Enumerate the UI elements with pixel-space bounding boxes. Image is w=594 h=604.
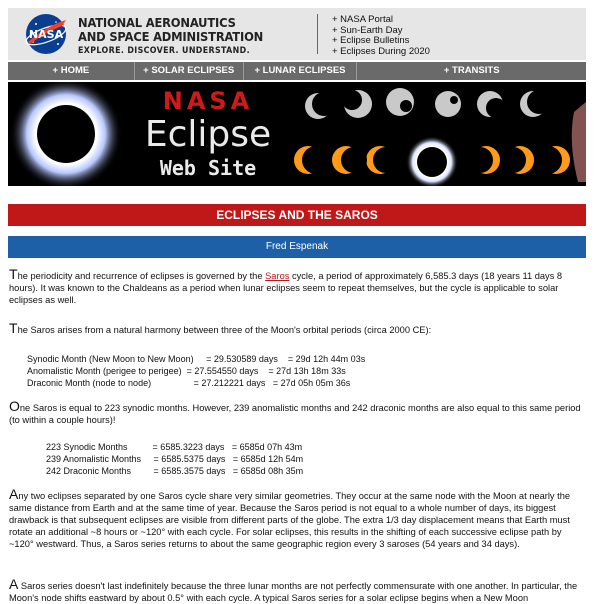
nav-solar-eclipses[interactable]: + SOLAR ECLIPSES	[135, 62, 244, 80]
p4-text: ny two eclipses separated by one Saros cycle share very similar geometries. They occur at the same node with the Moon at nearly the same distance from Earth and at the same time of year. Because the Saros period is not equal to a whole number of days, its biggest drawback is that subsequent eclipses are visible from different parts of the globe. The extra 1/3 day displacement means that Earth must rotate an additional ~8 hours or ~120° with each cycle. For solar eclipses, this results in the shifting of each successive eclipse path by ~120° westward. Thus, a Saros series returns to about the same geographic region every 3 saroses (54 years and 34 days).	[9, 491, 571, 549]
paragraph-1	[9, 268, 585, 306]
table-row: 242 Draconic Months = 6585.3575 days = 6585d 08h 35m	[46, 466, 304, 476]
header-bar	[8, 8, 586, 60]
table-row: Synodic Month (New Moon to New Moon) = 29.530589 days = 29d 12h 44m 03s	[27, 354, 366, 364]
banner-website-text: Web Site	[159, 156, 257, 180]
link-eclipse-bulletins[interactable]: + Eclipse Bulletins	[332, 35, 410, 46]
p2-text: he Saros arises from a natural harmony between three of the Moon's orbital periods (circa 2000 CE):	[17, 325, 432, 335]
nasa-logo-icon[interactable]	[22, 12, 70, 56]
agency-line2: AND SPACE ADMINISTRATION	[78, 29, 264, 44]
saros-equivalence-table	[46, 441, 303, 477]
nav-lunar-eclipses[interactable]: + LUNAR ECLIPSES	[244, 62, 358, 80]
paragraph-3	[9, 400, 585, 426]
p5-text: Saros series doesn't last indefinitely because the three lunar months are not perfectly commensurate with one another. In particular, the Moon's node shifts eastward by about 0.5° with each cycle. A typical Saros series for a solar eclipse begins when a New Moon	[9, 581, 578, 603]
logo-text: NASA	[28, 28, 64, 41]
p3-text: ne Saros is equal to 223 synodic months. However, 239 anomalistic months and 242 draconic months are also equal to this same period (to within a couple hours)!	[9, 403, 581, 425]
nav-transits[interactable]: + TRANSITS	[443, 65, 500, 76]
banner-graphic	[8, 82, 586, 186]
link-nasa-portal[interactable]: + NASA Portal	[332, 14, 393, 25]
header-divider	[317, 14, 318, 54]
main-nav	[8, 62, 586, 80]
eclipsed-sun-icon	[37, 105, 95, 163]
author-bar: Fred Espenak	[8, 236, 586, 258]
paragraph-5	[9, 578, 585, 604]
link-sun-earth-day[interactable]: + Sun-Earth Day	[332, 24, 403, 36]
paragraph-4	[9, 488, 585, 550]
banner-eclipse-text: Eclipse	[144, 114, 272, 155]
orbital-periods-table	[27, 353, 365, 389]
table-row: Draconic Month (node to node) = 27.212221 days = 27d 05h 05m 36s	[27, 378, 351, 388]
agency-line1: NATIONAL AERONAUTICS	[78, 15, 236, 30]
header-links	[332, 15, 430, 57]
drop-cap: T	[9, 320, 18, 336]
agency-name	[78, 16, 279, 56]
table-row: 223 Synodic Months = 6585.3223 days = 6585d 07h 43m	[46, 442, 303, 452]
drop-cap: O	[9, 398, 20, 414]
link-eclipses-2020[interactable]: + Eclipses During 2020	[332, 45, 430, 57]
table-row: Anomalistic Month (perigee to perigee) = 27.554550 days = 27d 13h 18m 33s	[27, 366, 346, 376]
table-row: 239 Anomalistic Months = 6585.5375 days = 6585d 12h 54m	[46, 454, 304, 464]
tagline: EXPLORE. DISCOVER. UNDERSTAND.	[78, 46, 250, 56]
paragraph-2	[9, 322, 431, 336]
drop-cap: T	[9, 266, 18, 282]
eclipse-banner[interactable]	[8, 82, 586, 186]
page-title: ECLIPSES AND THE SAROS	[8, 204, 586, 226]
nav-home[interactable]: + HOME	[8, 62, 135, 80]
p1-text-a: he periodicity and recurrence of eclipses is governed by the	[17, 271, 266, 281]
moon-phases-icon	[305, 88, 546, 119]
drop-cap: A	[9, 576, 19, 592]
saros-link[interactable]: Saros	[265, 271, 290, 281]
banner-nasa-text: NASA	[162, 87, 254, 115]
drop-cap: A	[9, 486, 19, 502]
p1-text-b: cycle, a period of approximately 6,585.3 days (18 years 11 days 8 hours). It was known to the Chaldeans as a period when lunar eclipses seem to repeat themselves, but the cycle is applicable to solar eclipses as well.	[9, 271, 563, 305]
